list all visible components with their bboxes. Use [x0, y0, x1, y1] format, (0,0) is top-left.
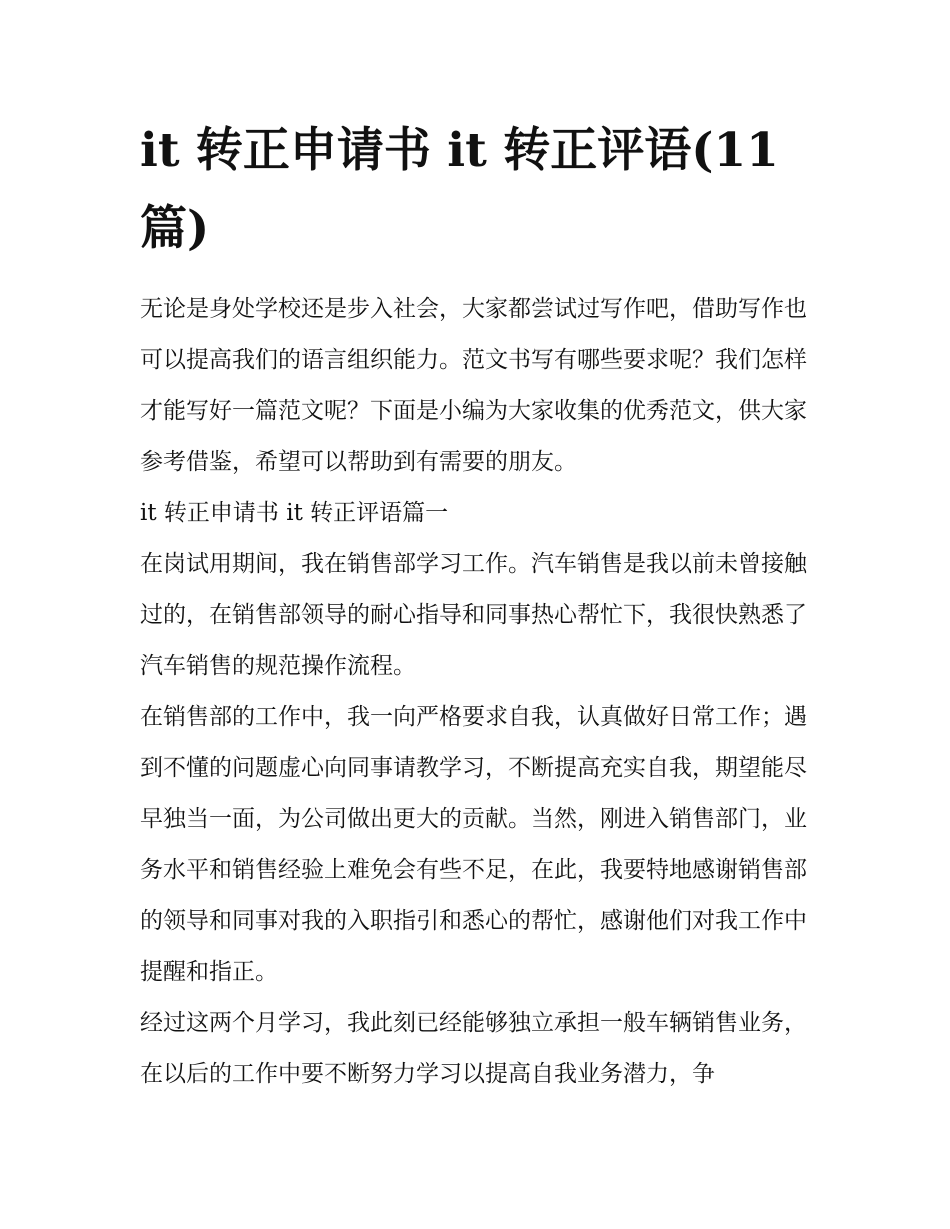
body-paragraph: 在销售部的工作中，我一向严格要求自我，认真做好日常工作；遇到不懂的问题虚心向同事请教学习，不断提高充实自我，期望能尽早独当一面，为公司做出更大的贡献。当然，刚进入销售部门，业务水平和销售经验上难免会有些不足，在此，我要特地感谢销售部的领导和同事对我的入职指引和悉心的帮忙，感谢他们对我工作中提醒和指正。: [140, 704, 807, 985]
intro-paragraph: 无论是身处学校还是步入社会，大家都尝试过写作吧，借助写作也可以提高我们的语言组织能力。范文书写有哪些要求呢？我们怎样才能写好一篇范文呢？下面是小编为大家收集的优秀范文，供大家参考借鉴，希望可以帮助到有需要的朋友。: [140, 296, 807, 475]
body-paragraph: 经过这两个月学习，我此刻已经能够独立承担一般车辆销售业务，在以后的工作中要不断努力学习以提高自我业务潜力，争: [140, 1010, 807, 1087]
document-title: it 转正申请书 it 转正评语(11 篇): [140, 123, 779, 256]
section-heading: it 转正申请书 it 转正评语篇一: [140, 500, 449, 526]
body-paragraph: 在岗试用期间，我在销售部学习工作。汽车销售是我以前未曾接触过的，在销售部领导的耐心指导和同事热心帮忙下，我很快熟悉了汽车销售的规范操作流程。: [140, 551, 807, 679]
document-page: [140, 112, 816, 1100]
